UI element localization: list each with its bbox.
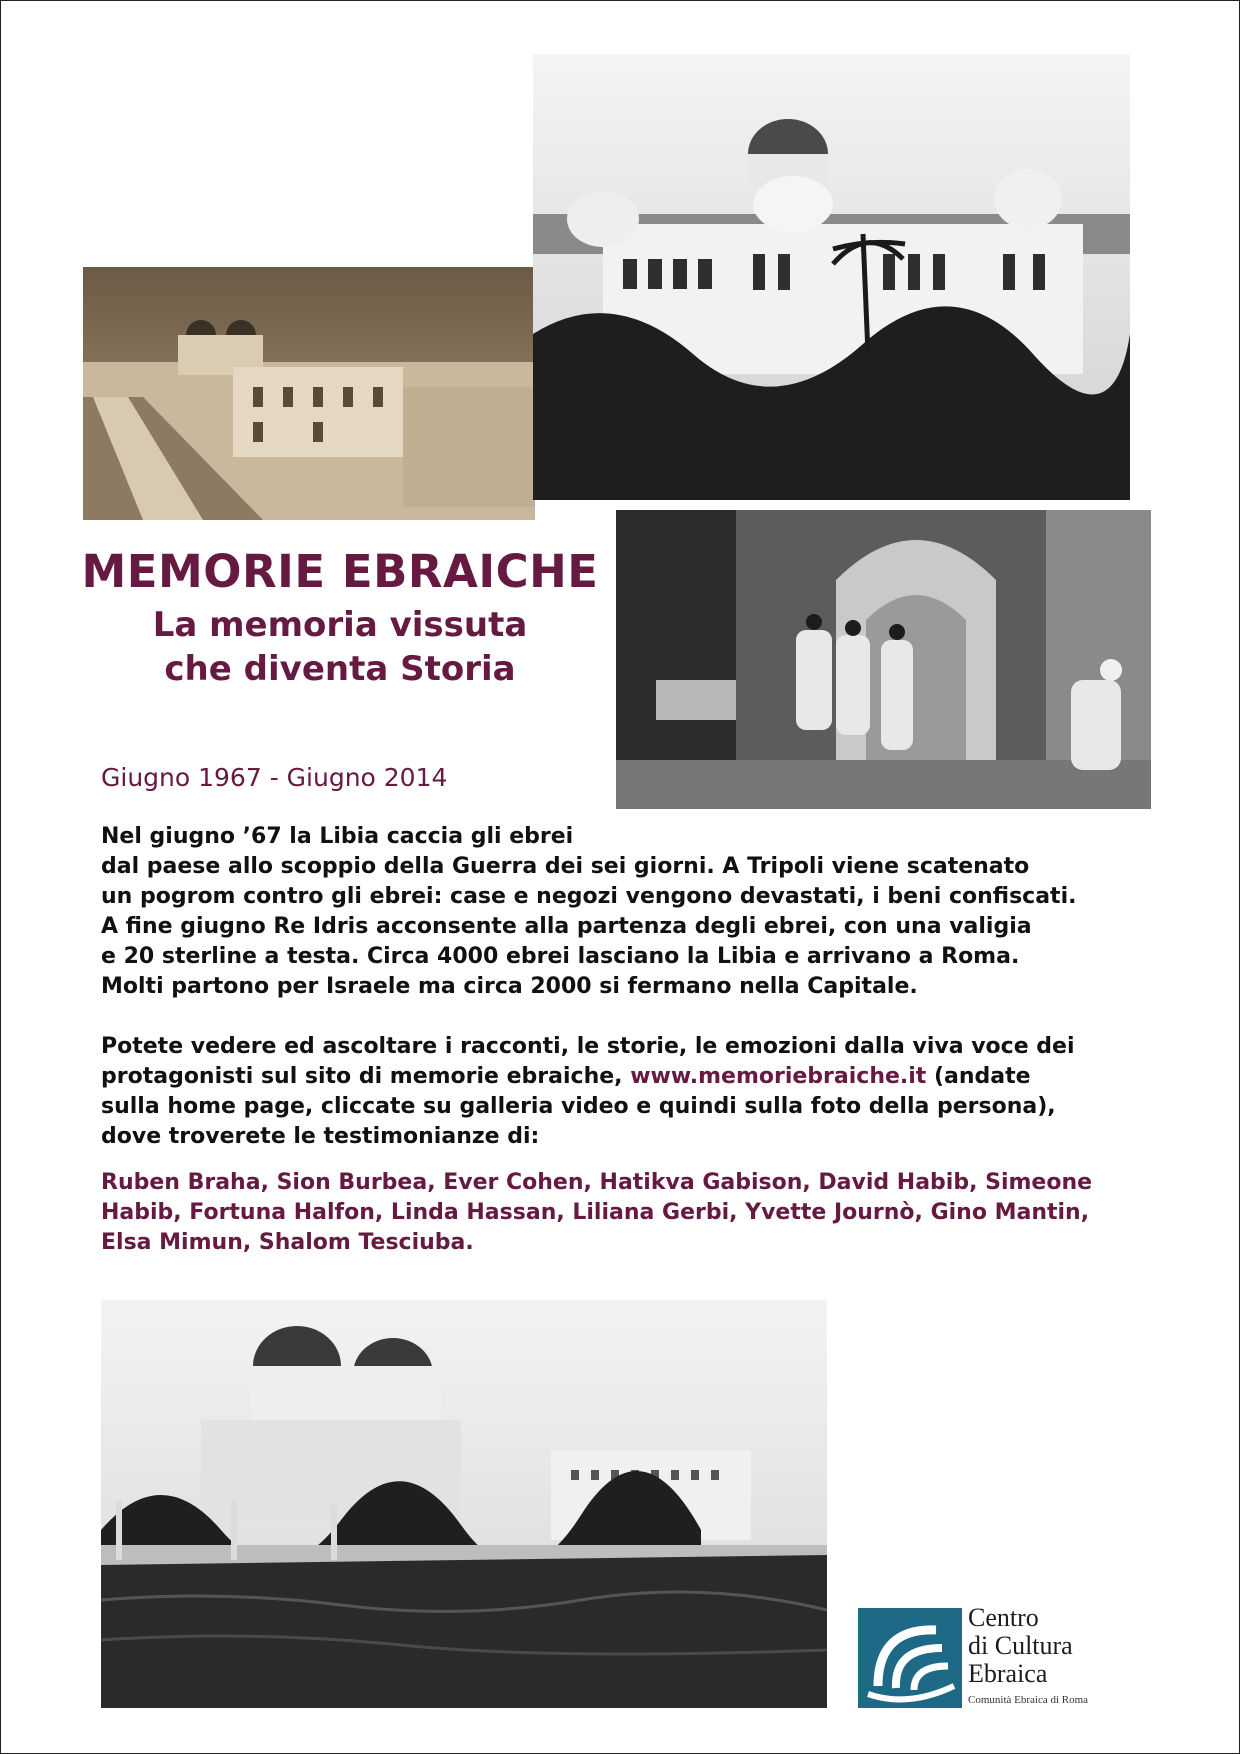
poster-subtitle-line2: che diventa Storia: [164, 649, 516, 689]
date-range: Giugno 1967 - Giugno 2014: [101, 763, 448, 792]
names-line: Habib, Fortuna Halfon, Linda Hassan, Liliana Gerbi, Yvette Journò, Gino Mantin,: [101, 1200, 1090, 1225]
photo-palace: [533, 54, 1130, 500]
photo-market-street: [616, 510, 1151, 809]
paragraph2-line: dove troverete le testimonianze di:: [101, 1124, 540, 1149]
paragraph2-text: (andate: [926, 1064, 1031, 1089]
photo-tripoli-sepia: [83, 267, 535, 520]
logo-text: [968, 1604, 1073, 1688]
paragraph1-line: e 20 sterline a testa. Circa 4000 ebrei lasciano la Libia e arrivano a Roma.: [101, 944, 1020, 969]
stylized-e-waves-icon: [858, 1608, 962, 1708]
paragraph2-line: Potete vedere ed ascoltare i racconti, le storie, le emozioni dalla viva voce dei: [101, 1034, 1075, 1059]
poster-subtitle-line1: La memoria vissuta: [152, 605, 528, 645]
names-line: Elsa Mimun, Shalom Tesciuba.: [101, 1230, 474, 1255]
paragraph1-line: A fine giugno Re Idris acconsente alla partenza degli ebrei, con una valigia: [101, 914, 1032, 939]
paragraph2-line: sulla home page, cliccate su galleria video e quindi sulla foto della persona),: [101, 1094, 1056, 1119]
paragraph1-line: un pogrom contro gli ebrei: case e negozi vengono devastati, i beni confiscati.: [101, 884, 1077, 909]
logo-line3: Ebraica: [968, 1659, 1048, 1688]
title-block: [60, 545, 620, 691]
paragraph2-line-with-link: [101, 1062, 1121, 1092]
paragraph1-line: dal paese allo scoppio della Guerra dei sei giorni. A Tripoli viene scatenato: [101, 854, 1030, 879]
website-link[interactable]: www.memoriebraiche.it: [630, 1064, 927, 1089]
paragraph1-line: Molti partono per Israele ma circa 2000 si fermano nella Capitale.: [101, 974, 918, 999]
centro-cultura-ebraica-logo: [858, 1604, 1098, 1714]
body-text: [101, 822, 1121, 1258]
logo-line1: Centro: [968, 1603, 1039, 1632]
paragraph1-line: Nel giugno ’67 la Libia caccia gli ebrei: [101, 824, 574, 849]
paragraph2-text: protagonisti sul sito di memorie ebraiche,: [101, 1064, 631, 1089]
logo-line2: di Cultura: [968, 1631, 1073, 1660]
photo-waterfront: [101, 1300, 827, 1708]
poster-title: MEMORIE EBRAICHE: [81, 545, 599, 598]
names-line: Ruben Braha, Sion Burbea, Ever Cohen, Hatikva Gabison, David Habib, Simeone: [101, 1170, 1093, 1195]
logo-subtitle: Comunità Ebraica di Roma: [968, 1694, 1089, 1706]
